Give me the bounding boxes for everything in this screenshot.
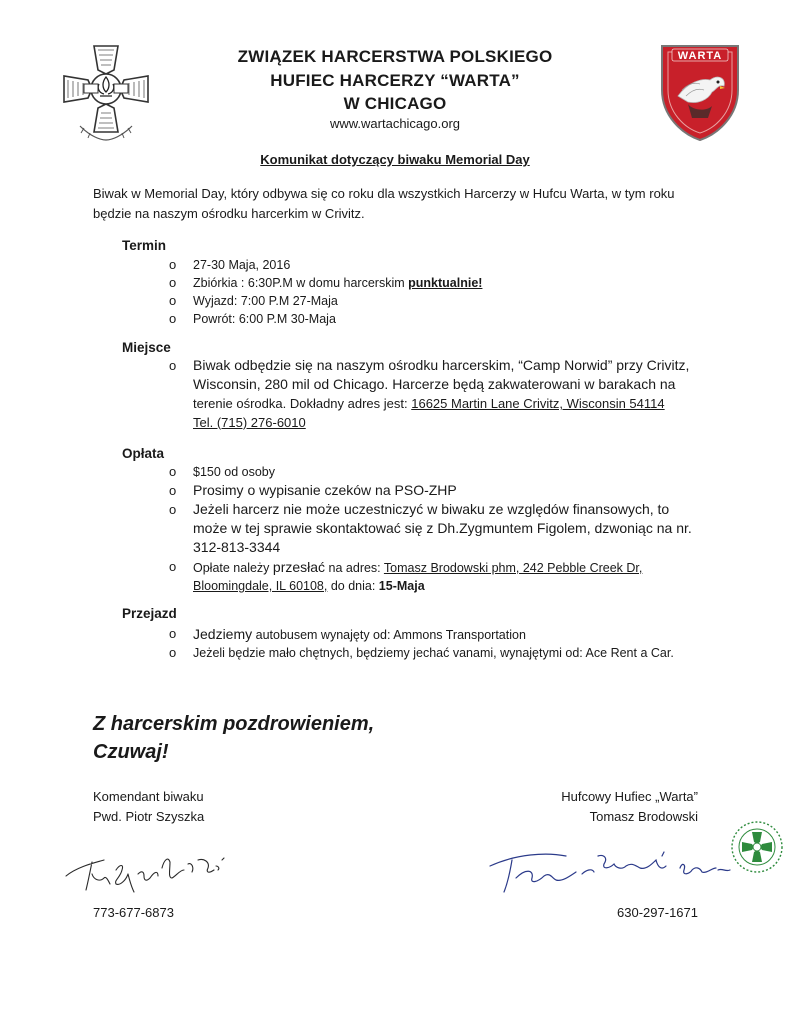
termin-list [169,256,729,328]
miejsce-line-3: terenie ośrodka. Dokładny adres jest: [193,396,412,411]
fee-contact-phone: 312-813-3344 [193,539,281,555]
closing-greeting [93,710,374,766]
list-item [169,644,749,662]
fee-send-prefix: Opłate należy [193,561,273,575]
badge-label: WARTA [677,50,723,62]
list-item [169,292,729,310]
fee-hardship-line-2: może w tej sprawie skontaktować się z Dh.Zygmuntem Figolem, dzwoniąc na nr. [193,520,692,536]
warta-eagle-badge-icon [658,40,742,142]
transport-van: Jeżeli będzie mało chętnych, będziemy jechać vanami, wynajętymi od: Ace Rent a Car. [193,646,674,660]
org-name: ZWIĄZEK HARCERSTWA POLSKIEGO [237,47,553,66]
subject-heading: Komunikat dotyczący biwaku Memorial Day [260,152,530,167]
przejazd-list [169,625,749,662]
section-title-termin: Termin [122,238,167,253]
miejsce-line-1: o Biwak odbędzie się na naszym ośrodku harcerskim, “Camp Norwid” przy Crivitz, [193,357,690,373]
right-signer-role: Hufcowy Hufiec „Warta” [561,789,698,804]
intro-paragraph [93,184,713,224]
list-item [169,463,729,481]
list-item [169,274,729,292]
list-item [169,256,729,274]
section-title-oplata: Opłata [122,446,165,461]
list-item [169,625,749,644]
miejsce-list [169,356,729,432]
deadline-prefix: do dnia: [327,579,379,593]
fee-amount: $150 od osoby [193,465,276,479]
termin-return: Powrót: 6:00 P.M 30-Maja [193,312,336,326]
list-item [169,481,729,500]
website-link[interactable]: www.wartachicago.org [329,116,461,131]
intro-line-1: Biwak w Memorial Day, który odbywa się co roku dla wszystkich Harcerzy w Hufcu Warta, w tym roku [93,186,675,201]
warta-badge-logo [658,40,742,142]
left-signer-role: Komendant biwaku [93,789,204,804]
termin-departure: Wyjazd: 7:00 P.M 27-Maja [193,294,338,308]
termin-date: 27-30 Maja, 2016 [193,258,291,272]
signature-icon [486,838,736,900]
closing-line-2: Czuwaj! [93,741,169,763]
list-item [169,500,729,557]
section-title-przejazd: Przejazd [122,606,177,621]
closing-line-1: Z harcerskim pozdrowieniem, [93,713,375,735]
list-item [169,356,729,432]
fee-hardship-line-1: o Jeżeli harcerz nie może uczestniczyć w biwaku ze względów finansowych, to [193,501,670,517]
fee-send-verb: przesłać [272,559,326,575]
termin-punctual: punktualnie! [408,276,483,290]
right-signer-phone: 630-297-1671 [617,905,698,920]
section-title-miejsce: Miejsce [122,340,171,355]
deadline-date: 15-Maja [378,579,425,593]
transport-verb: Jedziemy [193,626,253,642]
miejsce-line-2: Wisconsin, 280 mil od Chicago. Harcerze będą zakwaterowani w barakach na [193,376,676,392]
camp-address: 16625 Martin Lane Crivitz, Wisconsin 54114 [411,396,665,411]
list-item [169,310,729,328]
zhp-cross-logo [60,40,152,144]
camp-phone: Tel. (715) 276-6010 [193,415,306,430]
left-signer-name: Pwd. Piotr Szyszka [93,809,205,824]
zhp-green-seal-icon [730,820,784,874]
list-item [169,558,729,595]
left-signature [58,840,238,896]
right-signature [486,838,736,900]
termin-gathering: Zbiórkia : 6:30P.M w domu harcerskim [193,276,409,290]
intro-line-2: będzie na naszym ośrodku harcerkim w Crivitz. [93,206,365,221]
fee-check-info: Prosimy o wypisanie czeków na PSO-ZHP [193,482,457,498]
unit-name: HUFIEC HARCERZY “WARTA” [270,71,520,90]
left-signer-phone: 773-677-6873 [93,905,174,920]
oplata-list [169,463,729,595]
fee-send-to: na adres: [325,561,384,575]
transport-bus: autobusem wynajęty od: Ammons Transportation [252,628,526,642]
right-signer-block [450,787,698,827]
city-name: W CHICAGO [343,94,447,113]
mail-address-line-2: Bloomingdale, IL 60108, [193,579,328,593]
scout-cross-icon [60,40,152,144]
right-signer-name: Tomasz Brodowski [589,809,698,824]
mail-address-line-1: Tomasz Brodowski phm, 242 Pebble Creek Dr, [383,561,643,575]
left-signer-block [93,787,204,827]
zhp-seal [730,820,784,874]
signature-icon [58,840,238,896]
